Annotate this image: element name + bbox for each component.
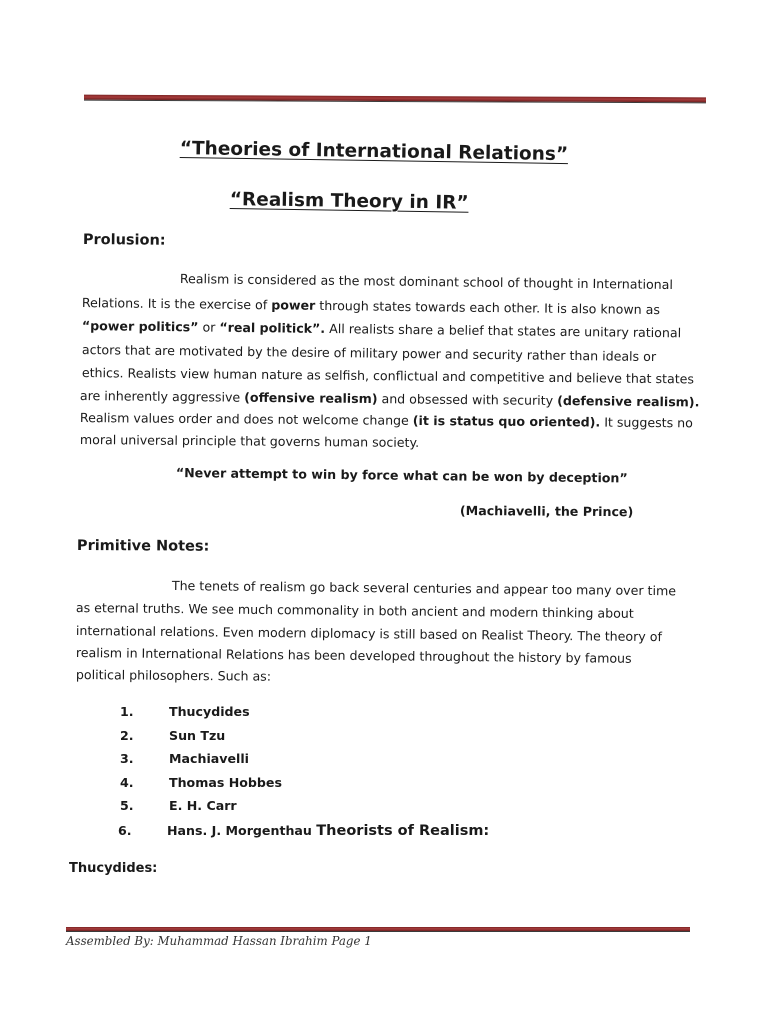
notes-line: political philosophers. Such as: (75, 667, 272, 684)
quote-attribution: (Machiavelli, the Prince) (459, 503, 634, 520)
bold-term: “real politick”. (219, 319, 326, 336)
text-run: Relations. It is the exercise of (81, 295, 272, 313)
notes-line: as eternal truths. We see much commonality in both ancient and modern thinking about (75, 600, 634, 621)
text-run: Realism values order and does not welcome change (79, 410, 413, 428)
notes-line: The tenets of realism go back several centuries and appear too many over time (171, 578, 677, 599)
list-number: 6. (118, 823, 132, 838)
bold-term: power (271, 297, 316, 313)
text-run: ethics. Realists view human nature as selfish, conflictual and competitive and believe that states (81, 365, 695, 387)
prolusion-line (80, 432, 419, 450)
document-subtitle: “Realism Theory in IR” (229, 189, 469, 214)
quote-text: “Never attempt to win by force what can be won by deception” (175, 465, 628, 486)
philosopher-name: E. H. Carr (169, 798, 237, 813)
top-divider (84, 95, 706, 104)
bottom-divider (66, 927, 690, 932)
prolusion-line (82, 318, 681, 340)
list-number: 1. (120, 704, 134, 719)
philosopher-name: Machiavelli (169, 751, 249, 766)
text-run: Realism is considered as the most dominant school of thought in International (179, 271, 673, 293)
page-footer: Assembled By: Muhammad Hassan Ibrahim Page 1 (66, 934, 372, 948)
notes-line: international relations. Even modern diplomacy is still based on Realist Theory. The theory of (75, 623, 663, 645)
prolusion-line (180, 271, 673, 292)
list-number: 2. (120, 728, 134, 743)
prolusion-line (82, 365, 694, 386)
philosopher-name: Sun Tzu (169, 728, 226, 743)
prolusion-line (80, 388, 700, 409)
bold-term: “power politics” (81, 318, 199, 335)
philosopher-name: Hans. J. Morgenthau Theorists of Realism: (167, 823, 490, 839)
prolusion-heading: Prolusion: (82, 232, 166, 249)
philosopher-name: Thomas Hobbes (169, 775, 282, 790)
section-heading-thucydides: Thucydides: (69, 861, 158, 876)
text-run: or (198, 319, 220, 335)
prolusion-line (80, 410, 693, 430)
philosopher-name: Thucydides (169, 704, 250, 719)
text-run: All realists share a belief that states are unitary rational (325, 320, 682, 341)
text-run: through states towards each other. It is also known as (315, 297, 661, 318)
text-run: It suggests no (600, 414, 693, 431)
prolusion-line (82, 342, 656, 364)
text-run: moral universal principle that governs human society. (79, 432, 420, 450)
list-number: 5. (120, 798, 134, 813)
text-run: are inherently aggressive (79, 388, 245, 405)
bold-term: (defensive realism). (557, 392, 700, 410)
bold-term: (offensive realism) (244, 389, 378, 407)
bold-term: (it is status quo oriented). (412, 412, 601, 430)
list-number: 4. (120, 775, 134, 790)
text-run: actors that are motivated by the desire of military power and security rather than ideals or (81, 342, 657, 365)
primitive-notes-heading: Primitive Notes: (76, 538, 210, 555)
text-run: and obsessed with security (377, 391, 558, 408)
list-number: 3. (120, 751, 134, 766)
prolusion-line (82, 295, 660, 317)
document-title: “Theories of International Relations” (179, 138, 569, 166)
notes-line: realism in International Relations has been developed throughout the history by famous (75, 645, 632, 666)
theorists-heading: Theorists of Realism: (316, 823, 490, 839)
